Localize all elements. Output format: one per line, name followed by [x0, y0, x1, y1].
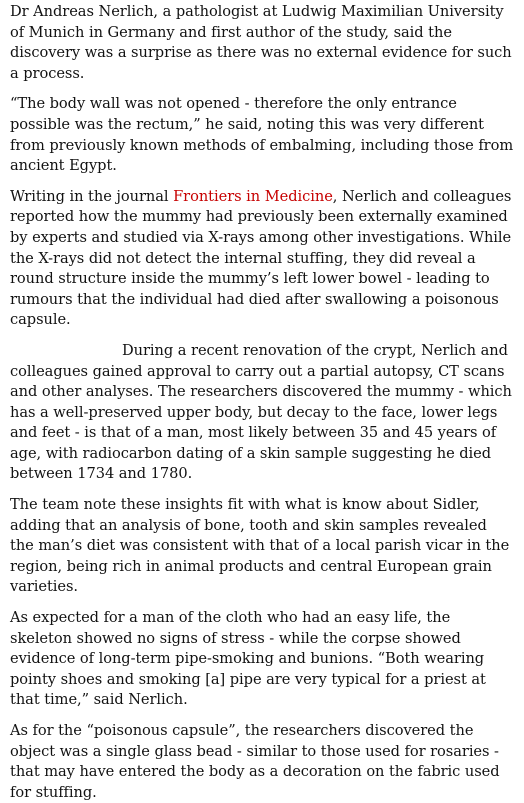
paragraph-skeleton: As expected for a man of the cloth who had an easy life, the skeleton showed no signs of stress - while the corpse showed evidence of long-term pipe-smoking and bunions. “Both wearing pointy shoes and smoking [a] pipe are very typical for a priest at that time,” said Nerlich.: [10, 609, 486, 709]
paragraph-journal-lead: Writing in the journal: [10, 187, 174, 205]
paragraph-renovation-text: During a recent renovation of the crypt, Nerlich and colleagues gained approval to carry out a partial autopsy, CT scans and other analyses. The researchers discovered the mummy - which has a well-preserved upper body, but decay to the face, lower legs and feet - is that of a man, most likely between 35 and 45 years of age, with radiocarbon dating of a skin sample suggesting he died between 1734 and 1780.: [10, 341, 512, 483]
paragraph-body-wall: “The body wall was not opened - therefore the only entrance possible was the rectum,” he said, noting this was very different from previously known methods of embalming, including those from ancient Egypt.: [10, 95, 514, 175]
frontiers-in-medicine-link[interactable]: Frontiers in Medicine: [173, 187, 333, 205]
paragraph-journal: [10, 187, 514, 331]
paragraph-journal-rest: , Nerlich and colleagues reported how the mummy had previously been externally examined by experts and studied via X-rays among other investigations. While the X-rays did not detect the internal stuffing, they did reveal a round structure inside the mummy’s left lower bowel - leading to rumours that the individual had died after swallowing a poisonous capsule.: [10, 187, 512, 329]
paragraph-capsule: As for the “poisonous capsule”, the researchers discovered the object was a single glass bead - similar to those used for rosaries - that may have entered the body as a decoration on the fabric used for stuffing.: [10, 722, 500, 801]
paragraph-renovation: [10, 341, 514, 485]
paragraph-sidler-diet: The team note these insights fit with what is know about Sidler, adding that an analysis of bone, tooth and skin samples revealed the man’s diet was consistent with that of a local parish vicar in the region, being rich in animal products and central European grain varieties.: [10, 496, 510, 596]
paragraph-pathologist-quote: Dr Andreas Nerlich, a pathologist at Ludwig Maximilian University of Munich in Germany and first author of the study, said the discovery was a surprise as there was no external evidence for such a process.: [10, 3, 512, 82]
